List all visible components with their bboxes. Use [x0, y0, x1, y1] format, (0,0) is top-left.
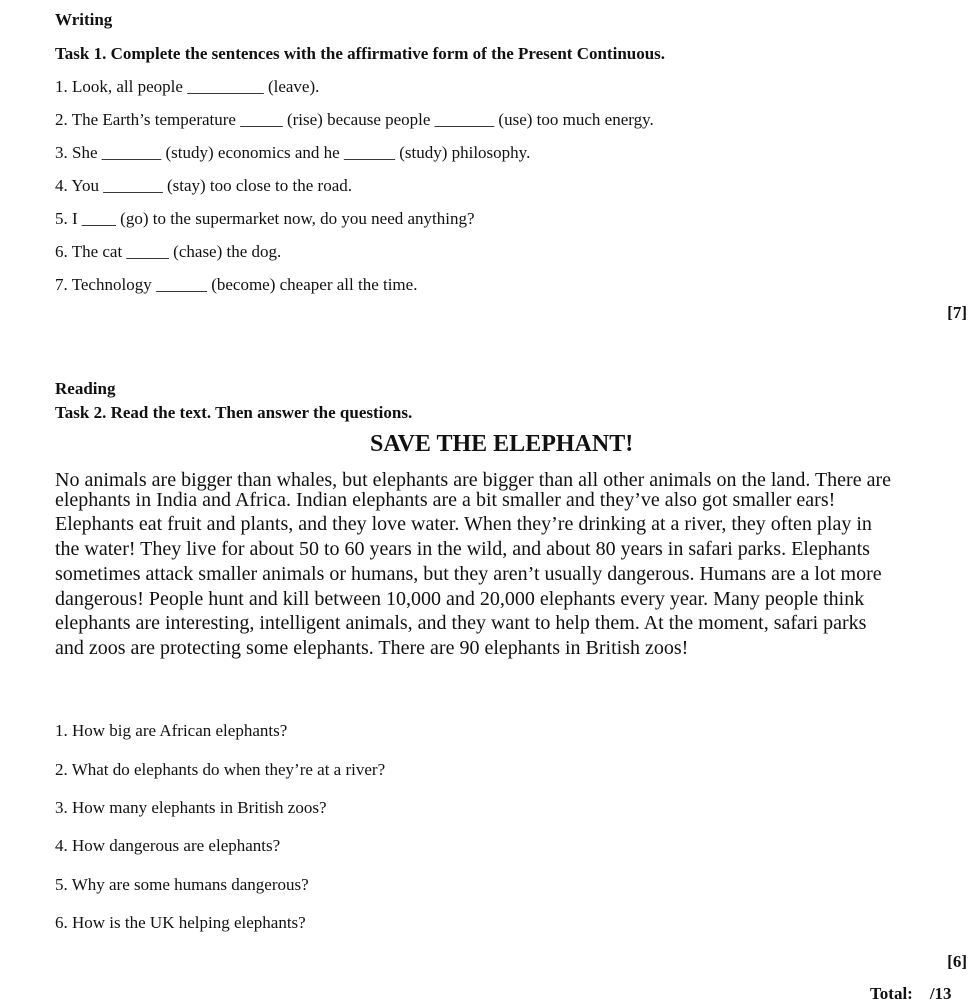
question-item: 2. What do elephants do when they’re at a river?	[55, 760, 386, 779]
reading-heading: Reading	[55, 379, 116, 398]
question-item: 6. How is the UK helping elephants?	[55, 913, 306, 932]
question-item: 4. How dangerous are elephants?	[55, 836, 281, 855]
sentence-item: 3. She _______ (study) economics and he ______ (study) philosophy.	[55, 143, 531, 162]
task2-score: [6]	[947, 952, 967, 971]
task2-title: Task 2. Read the text. Then answer the questions.	[55, 403, 413, 422]
total-score: Total: /13	[870, 984, 952, 1003]
passage-line: Elephants eat fruit and plants, and they love water. When they’re drinking at a river, they often play in	[55, 513, 872, 536]
question-item: 3. How many elephants in British zoos?	[55, 798, 327, 817]
passage-line: and zoos are protecting some elephants. There are 90 elephants in British zoos!	[55, 636, 689, 659]
sentence-item: 7. Technology ______ (become) cheaper all the time.	[55, 275, 418, 294]
question-item: 1. How big are African elephants?	[55, 721, 288, 740]
passage-line: elephants in India and Africa. Indian elephants are a bit smaller and they’ve also got smaller ears!	[55, 488, 836, 511]
passage-title: SAVE THE ELEPHANT!	[370, 431, 634, 457]
sentence-item: 2. The Earth’s temperature _____ (rise) because people _______ (use) too much energy.	[55, 110, 654, 129]
task1-title: Task 1. Complete the sentences with the affirmative form of the Present Continuous.	[55, 44, 666, 63]
sentence-item: 1. Look, all people _________ (leave).	[55, 77, 320, 96]
passage-line: No animals are bigger than whales, but elephants are bigger than all other animals on the land. There are	[55, 469, 891, 491]
passage-line: elephants are interesting, intelligent animals, and they want to help them. At the moment, safari parks	[55, 612, 867, 635]
writing-heading: Writing	[55, 10, 113, 29]
passage-line: dangerous! People hunt and kill between 10,000 and 20,000 elephants every year. Many people think	[55, 587, 865, 610]
passage-line: the water! They live for about 50 to 60 years in the wild, and about 80 years in safari parks. Elephants	[55, 538, 870, 561]
passage-line: sometimes attack smaller animals or humans, but they aren’t usually dangerous. Humans are a lot more	[55, 562, 882, 585]
sentence-item: 6. The cat _____ (chase) the dog.	[55, 242, 282, 261]
sentence-item: 5. I ____ (go) to the supermarket now, do you need anything?	[55, 209, 475, 228]
question-item: 5. Why are some humans dangerous?	[55, 875, 309, 894]
sentence-item: 4. You _______ (stay) too close to the road.	[55, 176, 353, 195]
task1-score: [7]	[947, 303, 967, 322]
reading-passage	[55, 468, 970, 661]
